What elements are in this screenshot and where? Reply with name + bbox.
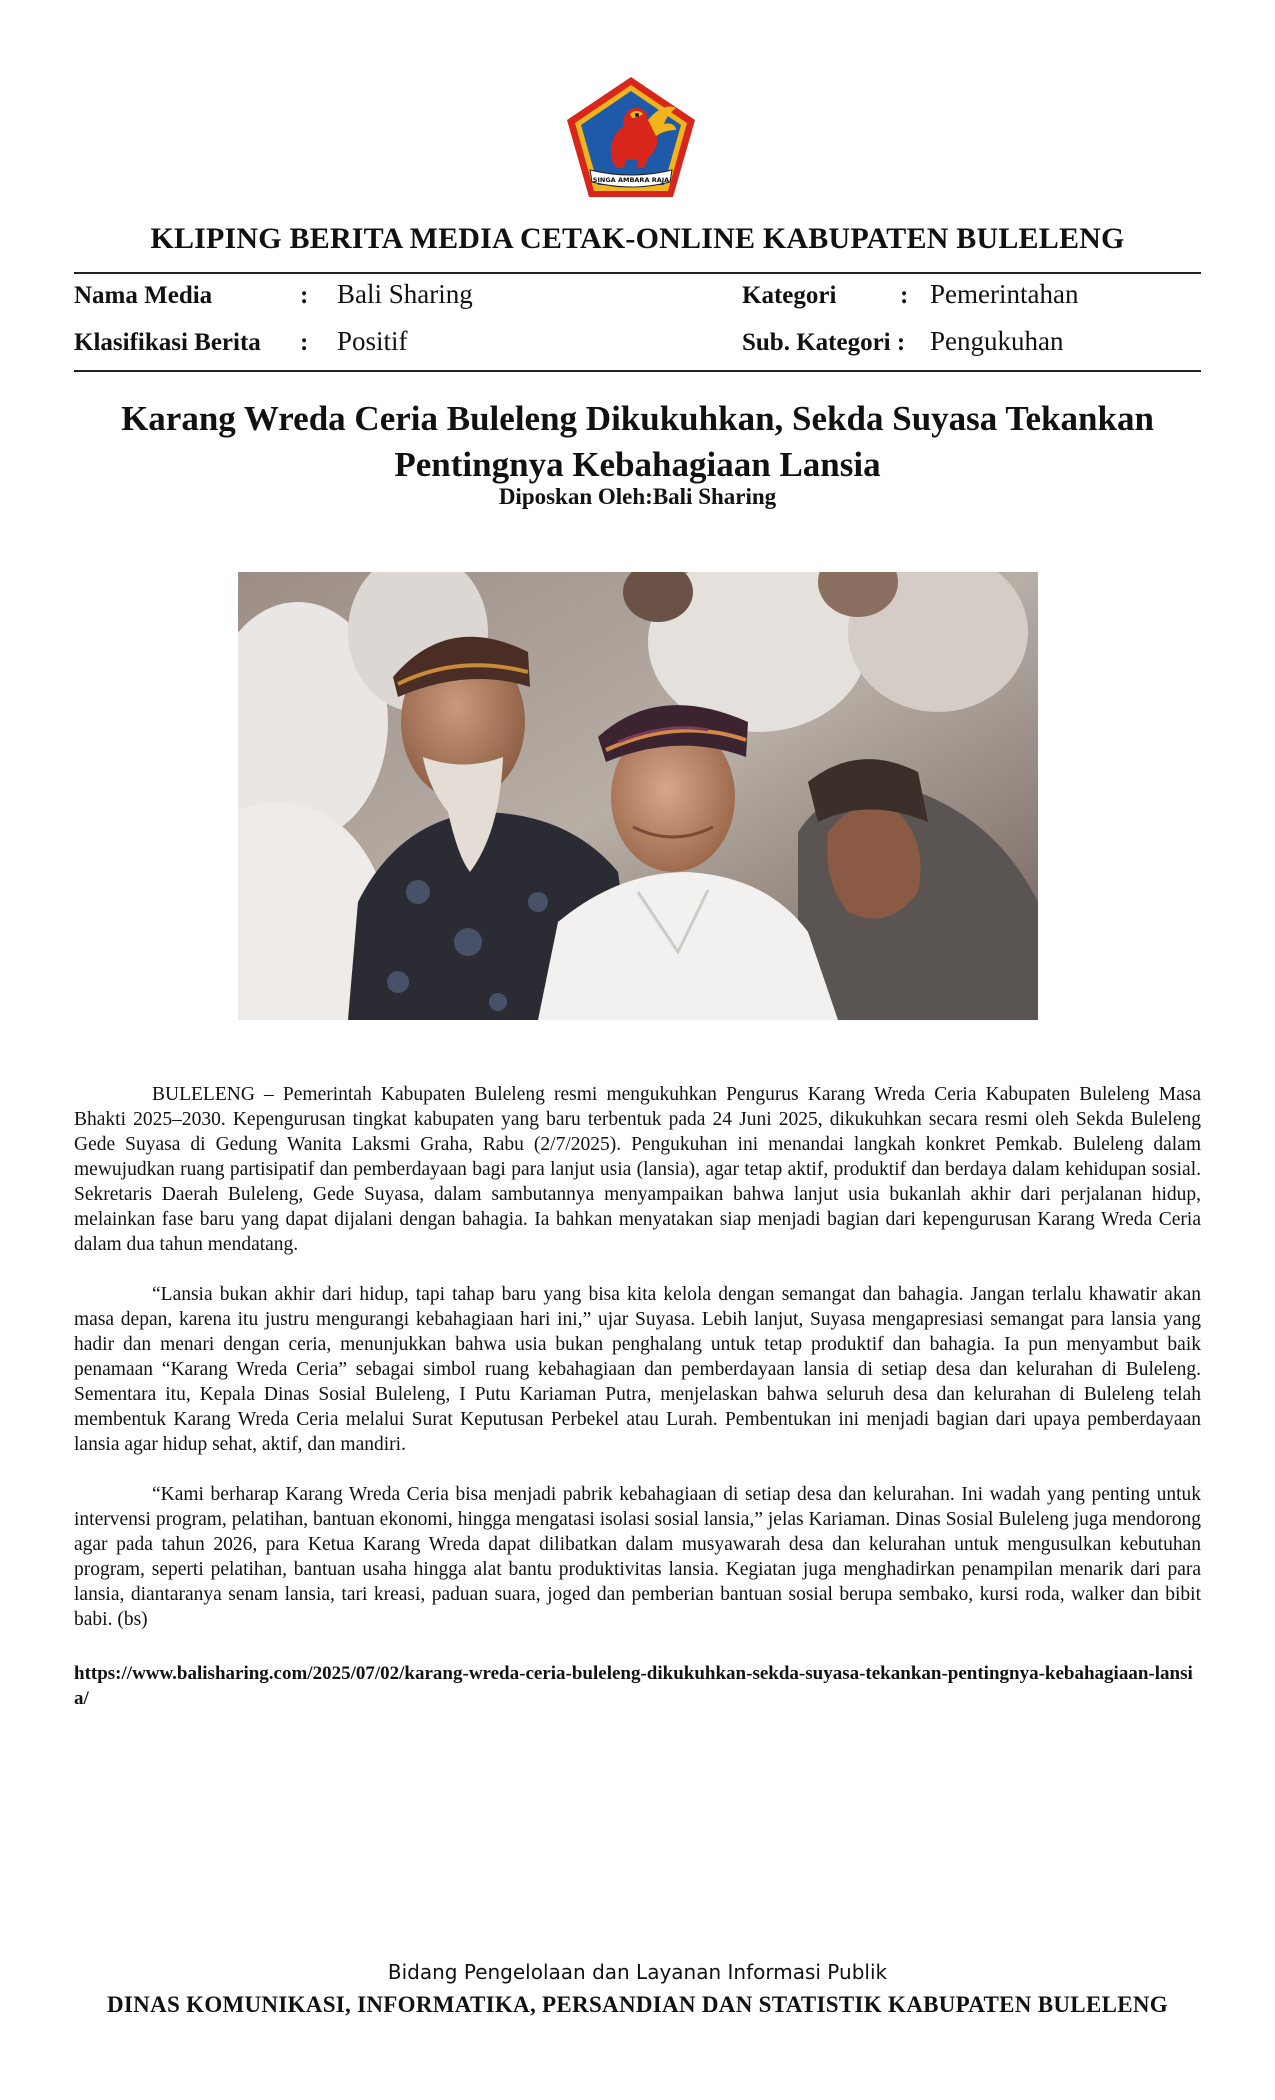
klasifikasi-label: Klasifikasi Berita	[74, 329, 261, 356]
article-paragraph-3: “Kami berharap Karang Wreda Ceria bisa menjadi pabrik kebahagiaan di setiap desa dan kelurahan. Ini wadah yang penting untuk intervensi program, pelatihan, bantuan ekonomi, hingga mengatasi isolasi sosial lansia,” jelas Kariaman. Dinas Sosial Buleleng juga mendorong agar pada tahun 2026, para Ketua Karang Wreda dapat dilibatkan dalam musyawarah desa dan kelurahan untuk mengusulkan kebutuhan program, seperti pelatihan, bantuan usaha hingga alat bantu produktivitas lansia. Kegiatan juga menghadirkan penampilan menarik dari para lansia, diantaranya senam lansia, tari kreasi, paduan suara, joged dan pemberian bantuan sosial berupa sembako, kursi roda, walker dan bibit babi. (bs)	[74, 1484, 1201, 1630]
sub-kategori-label: Sub. Kategori :	[742, 329, 906, 356]
klasifikasi-value: Positif	[337, 326, 408, 356]
source-url-link[interactable]: https://www.balisharing.com/2025/07/02/karang-wreda-ceria-buleleng-dikukuhkan-sekda-suyasa-tekankan-pentingnya-kebahagiaan-lansia/	[74, 1663, 1193, 1709]
top-divider	[74, 272, 1201, 274]
clipping-header-title: KLIPING BERITA MEDIA CETAK-ONLINE KABUPATEN BULELENG	[150, 222, 1125, 255]
meta-divider	[74, 370, 1201, 372]
nama-media-colon: :	[300, 282, 309, 309]
kategori-value: Pemerintahan	[930, 279, 1079, 309]
kategori-colon: :	[900, 282, 909, 309]
klasifikasi-colon: :	[300, 329, 309, 356]
article-paragraph-2: “Lansia bukan akhir dari hidup, tapi tahap baru yang bisa kita kelola dengan semangat dan bahagia. Jangan terlalu khawatir akan masa depan, karena itu justru mengurangi kebahagiaan hari ini,” ujar Suyasa. Lebih lanjut, Suyasa mengapresiasi semangat para lansia yang hadir dan menari dengan ceria, menunjukkan bahwa usia bukan penghalang untuk tetap produktif dan bahagia. Ia pun menyambut baik penamaan “Karang Wreda Ceria” sebagai simbol ruang kebahagiaan dan pemberdayaan lansia di setiap desa dan kelurahan di Buleleng. Sementara itu, Kepala Dinas Sosial Buleleng, I Putu Kariaman Putra, menjelaskan bahwa seluruh desa dan kelurahan di Buleleng telah membentuk Karang Wreda Ceria melalui Surat Keputusan Perbekel atau Lurah. Pembentukan ini menjadi bagian dari upaya pemberdayaan lansia agar hidup sehat, aktif, dan mandiri.	[74, 1284, 1201, 1455]
nama-media-label: Nama Media	[74, 282, 213, 309]
article-paragraph-1: BULELENG – Pemerintah Kabupaten Buleleng resmi mengukuhkan Pengurus Karang Wreda Ceria Kabupaten Buleleng Masa Bhakti 2025–2030. Kepengurusan tingkat kabupaten yang baru terbentuk pada 24 Juni 2025, dikukuhkan secara resmi oleh Sekda Buleleng Gede Suyasa di Gedung Wanita Laksmi Graha, Rabu (2/7/2025). Pengukuhan ini menandai langkah konkret Pemkab. Buleleng dalam mewujudkan ruang partisipatif dan pemberdayaan bagi para lanjut usia (lansia), agar tetap aktif, produktif dan berdaya dalam kehidupan sosial. Sekretaris Daerah Buleleng, Gede Suyasa, dalam sambutannya menyampaikan bahwa lanjut usia bukanlah akhir dari perjalanan hidup, melainkan fase baru yang dapat dijalani dengan bahagia. Ia bahkan menyatakan siap menjadi bagian dari kepengurusan Karang Wreda Ceria dalam dua tahun mendatang.	[74, 1084, 1201, 1255]
article-byline: Diposkan Oleh:Bali Sharing	[498, 484, 777, 509]
regency-logo	[564, 74, 698, 200]
kategori-label: Kategori	[742, 282, 837, 309]
article-photo	[238, 572, 1038, 1020]
footer-department: DINAS KOMUNIKASI, INFORMATIKA, PERSANDIAN DAN STATISTIK KABUPATEN BULELENG	[107, 1992, 1168, 2017]
article-body	[74, 1082, 1201, 1657]
logo-motto: SINGA AMBARA RAJA	[592, 176, 670, 184]
article-headline: Karang Wreda Ceria Buleleng Dikukuhkan, Sekda Suyasa Tekankan Pentingnya Kebahagiaan Lansia	[121, 399, 1154, 484]
footer-subtitle: Bidang Pengelolaan dan Layanan Informasi Publik	[387, 1960, 888, 1984]
nama-media-value: Bali Sharing	[337, 279, 473, 309]
sub-kategori-value: Pengukuhan	[930, 326, 1064, 356]
